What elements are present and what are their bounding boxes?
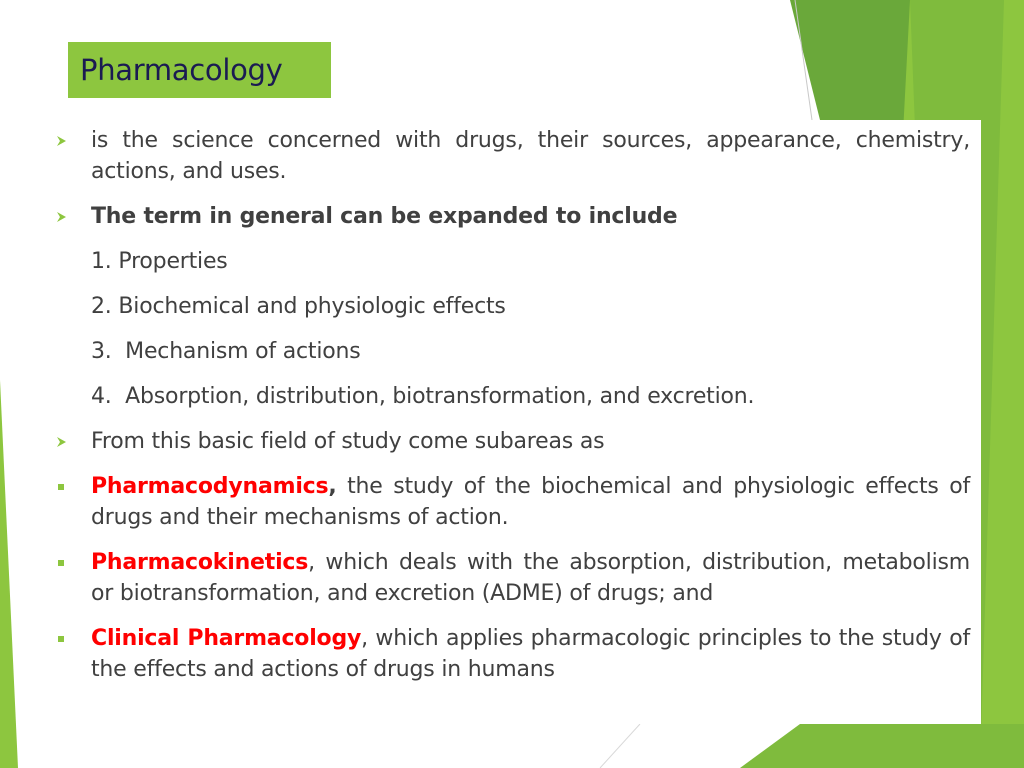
bullet-text: is the science concerned with drugs, their sources, appearance, chemistry, actions, and uses. — [91, 128, 970, 184]
highlighted-term: Clinical Pharmacology — [91, 626, 362, 651]
highlighted-term: Pharmacodynamics — [91, 474, 329, 499]
arrow-bullet-icon — [54, 201, 68, 232]
bullet-list — [54, 125, 970, 699]
list-item — [54, 426, 970, 457]
list-item — [54, 623, 970, 685]
list-item — [54, 547, 970, 609]
thin-bottom-line — [600, 724, 640, 768]
term-description: the study of the biochemical and physiologic effects of drugs and their mechanisms of action. — [91, 474, 970, 530]
list-item — [54, 246, 970, 277]
numbered-text: 4. Absorption, distribution, biotransformation, and excretion. — [91, 384, 755, 409]
list-item — [54, 471, 970, 533]
square-bullet-icon — [54, 547, 68, 578]
list-item — [54, 291, 970, 322]
highlighted-term: Pharmacokinetics — [91, 550, 309, 575]
term-separator: , — [308, 550, 315, 575]
bullet-text: From this basic field of study come subareas as — [91, 429, 605, 454]
list-item — [54, 201, 970, 232]
square-bullet-icon — [54, 623, 68, 654]
term-description: which deals with the absorption, distribution, metabolism or biotransformation, and excretion (ADME) of drugs; and — [91, 550, 970, 606]
list-item — [54, 336, 970, 367]
left-green-sliver — [0, 380, 18, 768]
numbered-text: 1. Properties — [91, 249, 228, 274]
list-item — [54, 381, 970, 412]
square-bullet-icon — [54, 471, 68, 502]
slide-title: Pharmacology — [80, 53, 283, 87]
arrow-bullet-icon — [54, 426, 68, 457]
numbered-text: 2. Biochemical and physiologic effects — [91, 294, 506, 319]
arrow-bullet-icon — [54, 125, 68, 156]
bottom-green-wedge — [740, 724, 1024, 768]
list-item — [54, 125, 970, 187]
term-separator: , — [328, 474, 337, 499]
term-separator: , — [361, 626, 368, 651]
title-box — [68, 42, 331, 98]
numbered-text: 3. Mechanism of actions — [91, 339, 361, 364]
term-description: which applies pharmacologic principles to the study of the effects and actions of drugs in humans — [91, 626, 970, 682]
bullet-text: The term in general can be expanded to include — [91, 204, 678, 229]
